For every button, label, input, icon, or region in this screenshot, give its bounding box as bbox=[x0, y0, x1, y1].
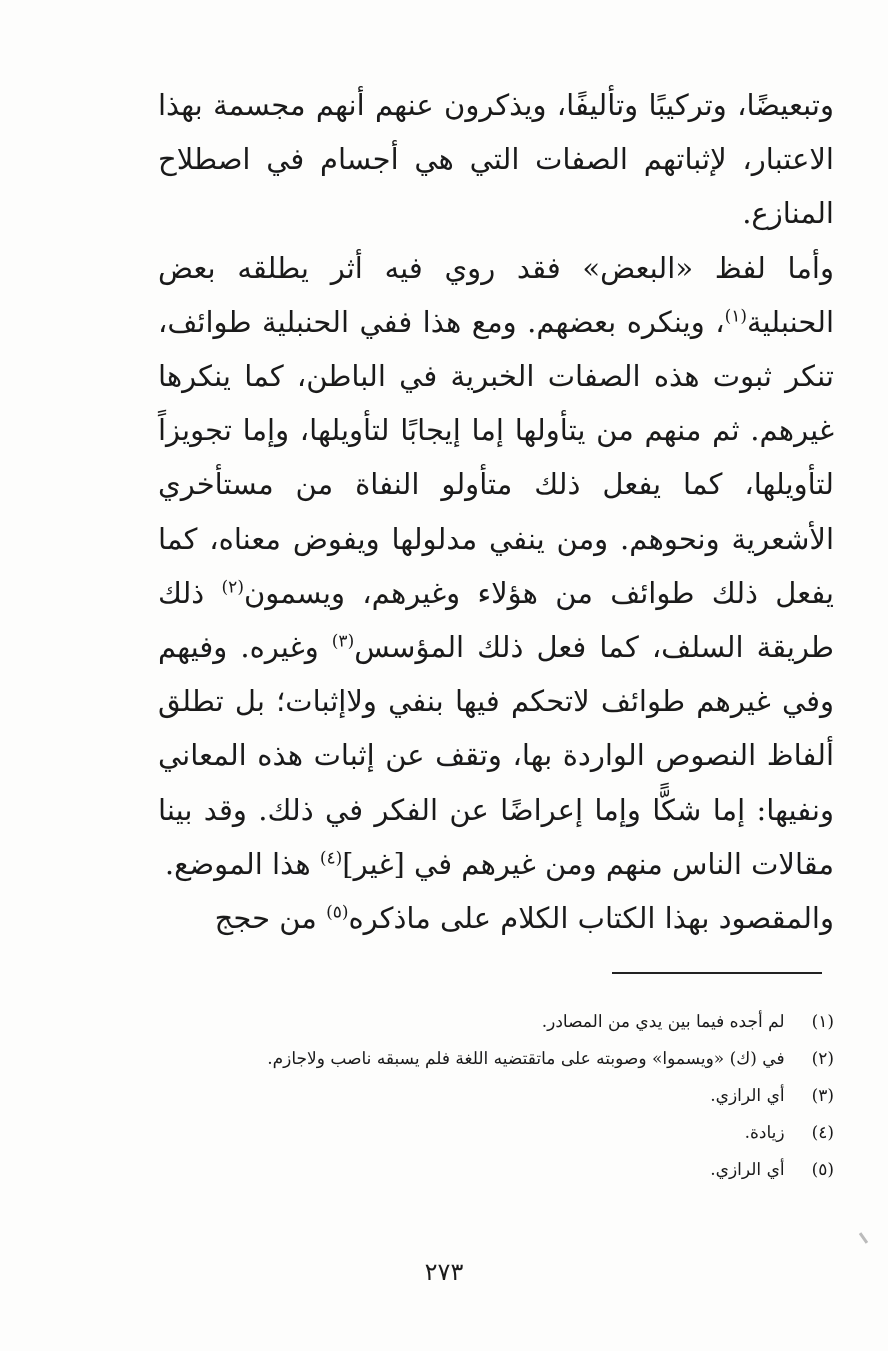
footnote-text: أي الرازي. bbox=[710, 1160, 785, 1180]
footnote-number: (٤) bbox=[811, 1123, 834, 1143]
footnote-2 bbox=[120, 1041, 834, 1078]
paragraph-2-segment: ، وينكره بعضهم. ومع هذا ففي الحنبلية طوائف، تنكر ثبوت هذه الصفات الخبرية في الباطن، كما ينكرها غيرهم. ثم منهم من يتأولها إما إيجابًا لتأويلها، وإما تجويزاً لتأويلها، كما يفعل ذلك متأولو النفاة من مستأخري الأشعرية ونحوهم. ومن ينفي مدلولها ويفوض معناه، كما يفعل ذلك طوائف من هؤلاء وغيرهم، ويسمون bbox=[158, 304, 834, 610]
paragraph-2-segment: هذا الموضع. bbox=[164, 846, 320, 881]
footnote-marker-4: (٤) bbox=[319, 848, 343, 869]
paragraph-3 bbox=[158, 891, 834, 945]
footnote-5 bbox=[120, 1152, 834, 1189]
footnote-number: (٥) bbox=[811, 1160, 834, 1180]
footnote-text: لم أجده فيما بين يدي من المصادر. bbox=[541, 1012, 785, 1032]
paragraph-2-segment: وأما لفظ «البعض» فقد روي فيه أثر يطلقه بعض الحنبلية bbox=[158, 250, 834, 339]
paragraph-2-segment: وغيره. وفيهم وفي غيرهم طوائف لاتحكم فيها بنفي ولاإثبات؛ بل تطلق ألفاظ النصوص الواردة بها، وتقف عن إثبات هذه المعاني ونفيها: إما شكًّا وإما إعراضًا عن الفكر في ذلك. وقد بينا مقالات الناس منهم ومن غيرهم في [غير] bbox=[158, 630, 834, 881]
footnote-marker-2: (٢) bbox=[221, 577, 244, 598]
footnote-text: في (ك) «ويسموا» وصوبته على ماتقتضيه اللغة فلم يسبقه ناصب ولاجازم. bbox=[267, 1049, 785, 1069]
scan-artifact bbox=[859, 1232, 868, 1244]
footnotes bbox=[120, 1004, 834, 1189]
paragraph-3-segment: من حجج bbox=[214, 901, 327, 936]
paragraph-2 bbox=[158, 241, 834, 891]
page-number: ٢٧٣ bbox=[424, 1258, 464, 1286]
paragraph-1 bbox=[158, 78, 834, 241]
footnote-3 bbox=[120, 1078, 834, 1115]
paragraph-2-segment: ذلك طريقة السلف، كما فعل ذلك المؤسس bbox=[158, 575, 835, 665]
footnote-divider bbox=[612, 972, 822, 974]
footnote-number: (٣) bbox=[811, 1086, 834, 1106]
paragraph-1-text: وتبعيضًا، وتركيبًا وتأليفًا، ويذكرون عنهم أنهم مجسمة بهذا الاعتبار، لإثباتهم الصفات التي هي أجسام في اصطلاح المنازع. bbox=[158, 88, 834, 231]
main-text bbox=[158, 78, 834, 945]
paragraph-3-segment: والمقصود بهذا الكتاب الكلام على ماذكره bbox=[348, 901, 834, 936]
footnote-number: (١) bbox=[811, 1012, 834, 1032]
footnote-marker-1: (١) bbox=[724, 306, 747, 327]
footnote-text: أي الرازي. bbox=[710, 1086, 785, 1106]
footnote-1 bbox=[120, 1004, 834, 1041]
footnote-marker-3: (٣) bbox=[331, 631, 355, 652]
footnote-marker-5: (٥) bbox=[326, 902, 349, 923]
footnote-number: (٢) bbox=[811, 1049, 834, 1069]
footnote-text: زيادة. bbox=[744, 1123, 785, 1143]
footnote-4 bbox=[120, 1115, 834, 1152]
